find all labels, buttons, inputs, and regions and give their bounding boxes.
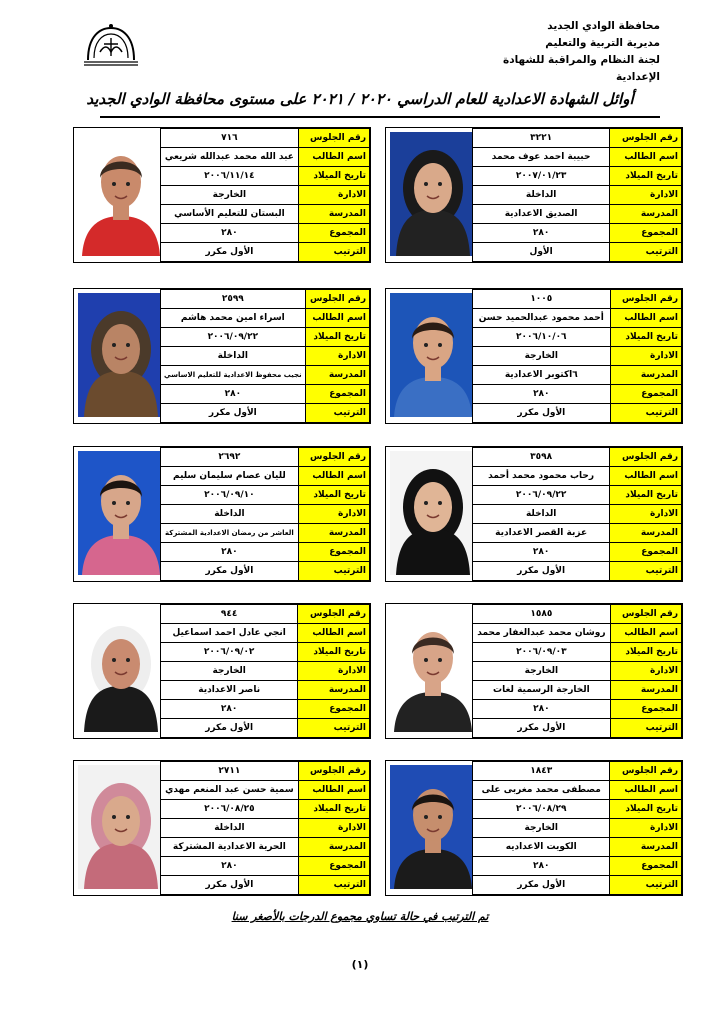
student-info-table — [472, 761, 682, 895]
info-row-rank — [473, 243, 682, 262]
info-row-total — [473, 224, 682, 243]
student-photo — [78, 765, 164, 889]
label-name: اسم الطالب — [610, 309, 681, 328]
certificate-logo — [80, 22, 142, 70]
student-card — [385, 760, 683, 896]
student-card — [385, 603, 683, 739]
student-photo — [390, 132, 476, 256]
info-row-seat — [161, 290, 370, 309]
value-admin: الداخلة — [161, 505, 299, 524]
student-photo — [78, 451, 164, 575]
value-dob: ٢٠٠٦/٠٨/٢٥ — [161, 800, 299, 819]
info-row-admin — [473, 505, 682, 524]
value-seat: ٣٢٢١ — [473, 129, 610, 148]
value-total: ٢٨٠ — [473, 700, 611, 719]
page-title: أوائل الشهادة الاعدادية للعام الدراسي ٢٠٢٠ / ٢٠٢١ على مستوى محافظة الوادي الجديد — [86, 90, 634, 108]
label-school: المدرسة — [610, 205, 682, 224]
label-total: المجموع — [305, 385, 369, 404]
label-school: المدرسة — [305, 366, 369, 385]
label-dob: تاريخ الميلاد — [298, 486, 369, 505]
label-dob: تاريخ الميلاد — [305, 328, 369, 347]
label-rank: الترتيب — [305, 404, 369, 423]
label-rank: الترتيب — [298, 562, 369, 581]
label-name: اسم الطالب — [610, 624, 681, 643]
label-name: اسم الطالب — [610, 148, 682, 167]
label-name: اسم الطالب — [610, 467, 682, 486]
label-dob: تاريخ الميلاد — [610, 328, 681, 347]
info-row-rank — [161, 719, 370, 738]
value-total: ٢٨٠ — [161, 543, 299, 562]
value-total: ٢٨٠ — [473, 385, 611, 404]
info-row-rank — [161, 243, 370, 262]
info-row-seat — [161, 448, 370, 467]
info-row-school — [161, 838, 370, 857]
info-row-total — [473, 857, 682, 876]
label-admin: الادارة — [298, 819, 369, 838]
value-admin: الخارجة — [161, 186, 299, 205]
value-school: البستان للتعليم الأساسي — [161, 205, 299, 224]
value-dob: ٢٠٠٦/٠٩/١٠ — [161, 486, 299, 505]
label-school: المدرسة — [610, 524, 682, 543]
value-dob: ٢٠٠٦/١١/١٤ — [161, 167, 299, 186]
label-admin: الادارة — [610, 505, 682, 524]
label-rank: الترتيب — [610, 719, 681, 738]
info-row-name — [473, 148, 682, 167]
student-card — [385, 127, 683, 263]
value-total: ٢٨٠ — [473, 224, 610, 243]
info-row-admin — [161, 347, 370, 366]
header-organization — [470, 18, 660, 86]
info-row-seat — [473, 762, 682, 781]
info-row-school — [161, 205, 370, 224]
student-card — [73, 603, 371, 739]
info-row-school — [473, 838, 682, 857]
info-row-dob — [473, 800, 682, 819]
info-row-total — [161, 385, 370, 404]
value-rank: الأول مكرر — [473, 719, 611, 738]
info-row-dob — [161, 328, 370, 347]
info-row-name — [161, 781, 370, 800]
info-row-school — [161, 524, 370, 543]
value-name: أحمد محمود عبدالحميد حسن — [473, 309, 611, 328]
student-info-table — [472, 289, 682, 423]
student-info-table — [160, 604, 370, 738]
info-row-total — [161, 857, 370, 876]
value-school: العاشر من رمضان الاعدادية المشتركة — [161, 524, 299, 543]
student-info-table — [160, 761, 370, 895]
info-row-seat — [161, 762, 370, 781]
value-name: انجي عادل احمد اسماعيل — [161, 624, 298, 643]
value-seat: ٣٥٩٨ — [473, 448, 610, 467]
value-dob: ٢٠٠٦/٠٩/٠٣ — [473, 643, 611, 662]
value-dob: ٢٠٠٦/٠٩/٠٢ — [161, 643, 298, 662]
value-school: الخارجة الرسمية لغات — [473, 681, 611, 700]
info-row-rank — [473, 719, 682, 738]
label-admin: الادارة — [298, 662, 370, 681]
value-admin: الداخلة — [161, 819, 299, 838]
info-row-name — [473, 467, 682, 486]
student-card — [73, 127, 371, 263]
info-row-total — [161, 700, 370, 719]
info-row-dob — [473, 643, 682, 662]
student-info-table — [160, 447, 370, 581]
value-seat: ١٠٠٥ — [473, 290, 611, 309]
value-rank: الأول مكرر — [161, 876, 299, 895]
student-photo — [390, 765, 476, 889]
label-dob: تاريخ الميلاد — [610, 167, 682, 186]
info-row-school — [161, 366, 370, 385]
info-row-dob — [161, 486, 370, 505]
value-name: اسراء امين محمد هاشم — [161, 309, 306, 328]
info-row-seat — [473, 129, 682, 148]
student-card — [73, 446, 371, 582]
student-info-table — [472, 604, 682, 738]
label-rank: الترتيب — [298, 876, 369, 895]
student-card — [385, 446, 683, 582]
label-seat: رقم الجلوس — [610, 605, 681, 624]
label-dob: تاريخ الميلاد — [610, 643, 681, 662]
value-total: ٢٨٠ — [473, 543, 610, 562]
info-row-seat — [161, 605, 370, 624]
value-total: ٢٨٠ — [161, 224, 299, 243]
value-seat: ٢٦٩٢ — [161, 448, 299, 467]
label-school: المدرسة — [610, 681, 681, 700]
label-rank: الترتيب — [610, 243, 682, 262]
info-row-dob — [161, 167, 370, 186]
label-seat: رقم الجلوس — [298, 129, 369, 148]
label-total: المجموع — [610, 700, 681, 719]
info-row-seat — [473, 448, 682, 467]
info-row-rank — [161, 404, 370, 423]
value-total: ٢٨٠ — [161, 700, 298, 719]
student-info-table — [160, 128, 370, 262]
label-admin: الادارة — [298, 186, 369, 205]
student-photo — [390, 451, 476, 575]
info-row-seat — [473, 290, 682, 309]
info-row-name — [473, 309, 682, 328]
info-row-seat — [161, 129, 370, 148]
info-row-dob — [161, 800, 370, 819]
label-total: المجموع — [298, 700, 370, 719]
value-admin: الداخلة — [473, 505, 610, 524]
value-name: مصطفى محمد مغربى على — [473, 781, 610, 800]
value-admin: الخارجة — [473, 662, 611, 681]
info-row-dob — [473, 328, 682, 347]
value-rank: الأول مكرر — [161, 243, 299, 262]
info-row-dob — [473, 486, 682, 505]
label-seat: رقم الجلوس — [610, 129, 682, 148]
label-name: اسم الطالب — [610, 781, 682, 800]
label-seat: رقم الجلوس — [610, 762, 682, 781]
label-rank: الترتيب — [298, 243, 369, 262]
student-info-table — [472, 447, 682, 581]
info-row-rank — [161, 876, 370, 895]
info-row-seat — [473, 605, 682, 624]
student-card — [73, 760, 371, 896]
title-underline — [100, 116, 660, 118]
info-row-admin — [161, 819, 370, 838]
value-dob: ٢٠٠٦/٠٩/٢٢ — [473, 486, 610, 505]
student-photo — [390, 293, 476, 417]
info-row-name — [161, 148, 370, 167]
label-total: المجموع — [298, 224, 369, 243]
value-rank: الأول مكرر — [161, 719, 298, 738]
label-total: المجموع — [610, 224, 682, 243]
value-total: ٢٨٠ — [161, 857, 299, 876]
value-rank: الأول مكرر — [473, 404, 611, 423]
value-admin: الخارجة — [473, 819, 610, 838]
label-seat: رقم الجلوس — [298, 605, 370, 624]
label-school: المدرسة — [298, 838, 369, 857]
value-rank: الأول مكرر — [473, 876, 610, 895]
info-row-admin — [473, 347, 682, 366]
value-school: الصديق الاعدادية — [473, 205, 610, 224]
label-seat: رقم الجلوس — [305, 290, 369, 309]
value-name: روشان محمد عبدالغفار محمد — [473, 624, 611, 643]
student-card — [385, 288, 683, 424]
info-row-name — [473, 781, 682, 800]
label-dob: تاريخ الميلاد — [610, 486, 682, 505]
label-seat: رقم الجلوس — [298, 762, 369, 781]
value-dob: ٢٠٠٦/١٠/٠٦ — [473, 328, 611, 347]
info-row-admin — [473, 819, 682, 838]
info-row-name — [473, 624, 682, 643]
value-name: حبيبة احمد عوف محمد — [473, 148, 610, 167]
page-number: (١) — [351, 958, 369, 971]
label-name: اسم الطالب — [298, 148, 369, 167]
student-card — [73, 288, 371, 424]
label-school: المدرسة — [298, 681, 370, 700]
label-name: اسم الطالب — [298, 781, 369, 800]
label-admin: الادارة — [305, 347, 369, 366]
value-school: الكويت الاعداديه — [473, 838, 610, 857]
value-school: الحرية الاعدادية المشتركة — [161, 838, 299, 857]
info-row-dob — [161, 643, 370, 662]
info-row-school — [473, 681, 682, 700]
info-row-rank — [473, 404, 682, 423]
info-row-total — [473, 543, 682, 562]
label-school: المدرسة — [610, 838, 682, 857]
info-row-school — [161, 681, 370, 700]
value-dob: ٢٠٠٦/٠٨/٢٩ — [473, 800, 610, 819]
student-info-table — [160, 289, 370, 423]
value-admin: الداخلة — [473, 186, 610, 205]
info-row-admin — [161, 662, 370, 681]
value-seat: ١٥٨٥ — [473, 605, 611, 624]
label-name: اسم الطالب — [298, 624, 370, 643]
value-seat: ٧١٦ — [161, 129, 299, 148]
value-name: سمية حسن عبد المنعم مهدي — [161, 781, 299, 800]
label-dob: تاريخ الميلاد — [298, 800, 369, 819]
info-row-total — [161, 224, 370, 243]
value-total: ٢٨٠ — [473, 857, 610, 876]
label-total: المجموع — [298, 543, 369, 562]
label-seat: رقم الجلوس — [610, 290, 681, 309]
value-seat: ٢٥٩٩ — [161, 290, 306, 309]
label-rank: الترتيب — [610, 876, 682, 895]
label-school: المدرسة — [610, 366, 681, 385]
info-row-total — [161, 543, 370, 562]
label-school: المدرسة — [298, 524, 369, 543]
student-photo — [78, 132, 164, 256]
student-photo — [78, 608, 164, 732]
label-school: المدرسة — [298, 205, 369, 224]
info-row-total — [473, 700, 682, 719]
info-row-admin — [473, 662, 682, 681]
label-admin: الادارة — [610, 347, 681, 366]
info-row-rank — [473, 876, 682, 895]
info-row-rank — [161, 562, 370, 581]
label-admin: الادارة — [610, 186, 682, 205]
info-row-admin — [473, 186, 682, 205]
info-row-name — [161, 467, 370, 486]
info-row-admin — [161, 505, 370, 524]
label-rank: الترتيب — [610, 404, 681, 423]
info-row-school — [473, 205, 682, 224]
info-row-school — [473, 366, 682, 385]
student-photo — [78, 293, 164, 417]
org-governorate: محافظة الوادي الجديد — [547, 20, 660, 32]
label-seat: رقم الجلوس — [610, 448, 682, 467]
label-admin: الادارة — [610, 662, 681, 681]
value-name: رحاب محمود محمد أحمد — [473, 467, 610, 486]
student-photo — [390, 608, 476, 732]
value-seat: ٩٤٤ — [161, 605, 298, 624]
value-rank: الأول مكرر — [473, 562, 610, 581]
label-total: المجموع — [610, 857, 682, 876]
label-dob: تاريخ الميلاد — [610, 800, 682, 819]
label-total: المجموع — [610, 385, 681, 404]
label-rank: الترتيب — [610, 562, 682, 581]
value-total: ٢٨٠ — [161, 385, 306, 404]
label-admin: الادارة — [298, 505, 369, 524]
value-school: عزبة القصر الاعدادية — [473, 524, 610, 543]
info-row-school — [473, 524, 682, 543]
label-name: اسم الطالب — [305, 309, 369, 328]
org-committee: لجنة النظام والمراقبة للشهادة الإعدادية — [503, 54, 660, 83]
value-rank: الأول مكرر — [161, 404, 306, 423]
label-name: اسم الطالب — [298, 467, 369, 486]
label-total: المجموع — [298, 857, 369, 876]
value-seat: ١٨٤٣ — [473, 762, 610, 781]
value-dob: ٢٠٠٦/٠٩/٢٢ — [161, 328, 306, 347]
value-admin: الخارجة — [473, 347, 611, 366]
info-row-name — [161, 624, 370, 643]
label-admin: الادارة — [610, 819, 682, 838]
value-dob: ٢٠٠٧/٠١/٢٣ — [473, 167, 610, 186]
info-row-dob — [473, 167, 682, 186]
label-dob: تاريخ الميلاد — [298, 167, 369, 186]
info-row-name — [161, 309, 370, 328]
value-seat: ٢٧١١ — [161, 762, 299, 781]
value-rank: الأول — [473, 243, 610, 262]
org-directorate: مديرية التربية والتعليم — [545, 37, 660, 49]
label-rank: الترتيب — [298, 719, 370, 738]
label-seat: رقم الجلوس — [298, 448, 369, 467]
value-rank: الأول مكرر — [161, 562, 299, 581]
info-row-admin — [161, 186, 370, 205]
value-school: ناصر الاعدادية — [161, 681, 298, 700]
label-total: المجموع — [610, 543, 682, 562]
value-name: لليان عصام سليمان سليم — [161, 467, 299, 486]
student-info-table — [472, 128, 682, 262]
value-school: ٦اكتوبر الاعدادية — [473, 366, 611, 385]
value-admin: الداخلة — [161, 347, 306, 366]
ranking-note: تم الترتيب في حالة تساوي مجموع الدرجات بالأصغر سنا — [231, 910, 489, 923]
value-admin: الخارجة — [161, 662, 298, 681]
info-row-rank — [473, 562, 682, 581]
label-dob: تاريخ الميلاد — [298, 643, 370, 662]
info-row-total — [473, 385, 682, 404]
value-school: نجيب محفوظ الاعدادية للتعليم الاساسي — [161, 366, 306, 385]
value-name: عبد الله محمد عبدالله شريعي — [161, 148, 299, 167]
